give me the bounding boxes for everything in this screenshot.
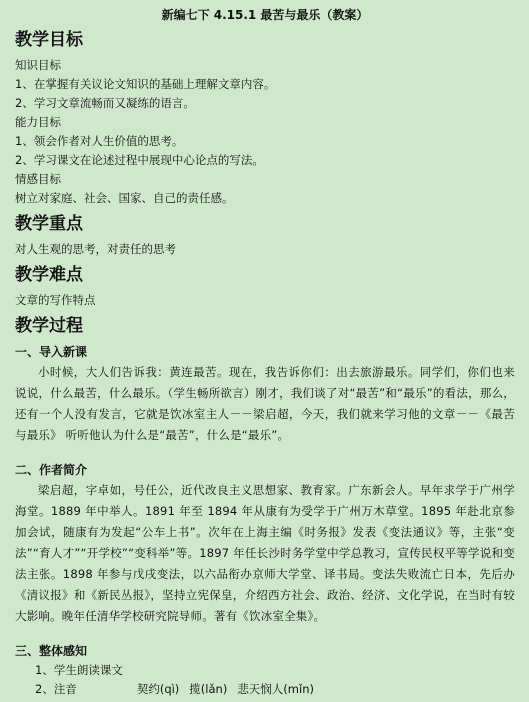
heading-goals: 教学目标 — [15, 30, 83, 50]
pinyin-word-1: 契约(qì) — [136, 682, 180, 696]
ability-goal-label: 能力目标 — [15, 115, 61, 129]
pinyin-word-3: 悲天悯人(mǐn) — [237, 682, 314, 696]
emotion-goal-label: 情感目标 — [15, 172, 61, 186]
emotion-goal-1: 树立对家庭、社会、国家、自己的责任感。 — [15, 191, 234, 205]
overall-heading: 三、整体感知 — [15, 644, 88, 658]
author-paragraph: 梁启超，字卓如，号任公，近代改良主义思想家、教育家。广东新会人。早年求学于广州学海堂。1889 年中举人。1891 年至 1894 年从康有为受学于广州万木草堂。1895 年赴北京参加会试，随康有为发起“公车上书”。次年在上海主编《时务报》发表《变法通议》等，主张“变法”“育人才”“开学校”“变科举”等。1897 年任长沙时务学堂中学总教习，宣传民权平等学说和变法主张。1898 年参与戊戌变法，以六品衔办京师大学堂、译书局。变法失败流亡日本，先后办《清议报》和《新民丛报》，坚持立宪保皇，介绍西方社会、政治、经济、文化学说，在当时有较大影响。晚年任清华学校研究院导师。著有《饮冰室全集》。 — [15, 483, 515, 623]
document-title: 新编七下 4.15.1 最苦与最乐（教案） — [161, 8, 369, 22]
pinyin-label: 2、注音 — [35, 682, 77, 696]
heading-difficulties: 教学难点 — [15, 265, 83, 285]
knowledge-goal-2: 2、学习文章流畅而又凝练的语言。 — [15, 96, 195, 110]
heading-key-points: 教学重点 — [15, 214, 83, 234]
difficulties-text: 文章的写作特点 — [15, 293, 96, 307]
knowledge-goal-1: 1、在掌握有关议论文知识的基础上理解文章内容。 — [15, 77, 276, 91]
author-heading: 二、作者简介 — [15, 463, 88, 477]
key-points-text: 对人生观的思考，对责任的思考 — [15, 242, 176, 256]
ability-goal-2: 2、学习课文在论述过程中展现中心论点的写法。 — [15, 153, 264, 167]
overall-item-2 — [15, 680, 515, 699]
ability-goal-1: 1、领会作者对人生价值的思考。 — [15, 134, 184, 148]
knowledge-goal-label: 知识目标 — [15, 58, 61, 72]
intro-heading: 一、导入新课 — [15, 345, 88, 359]
heading-process: 教学过程 — [15, 316, 83, 336]
overall-item-1: 1、学生朗读课文 — [35, 663, 123, 677]
intro-paragraph: 小时候，大人们告诉我：黄连最苦。现在，我告诉你们：出去旅游最乐。同学们，你们也来说说，什么最苦，什么最乐。（学生畅所欲言）刚才，我们谈了对“最苦”和“最乐”的看法，那么，还有一个人没有发言，它就是饮冰室主人－－梁启超，今天，我们就来学习他的文章－－《最苦与最乐》 听听他认为什么是“最苦”，什么是“最乐”。 — [15, 365, 515, 442]
pinyin-word-2: 揽(lǎn) — [189, 682, 228, 696]
